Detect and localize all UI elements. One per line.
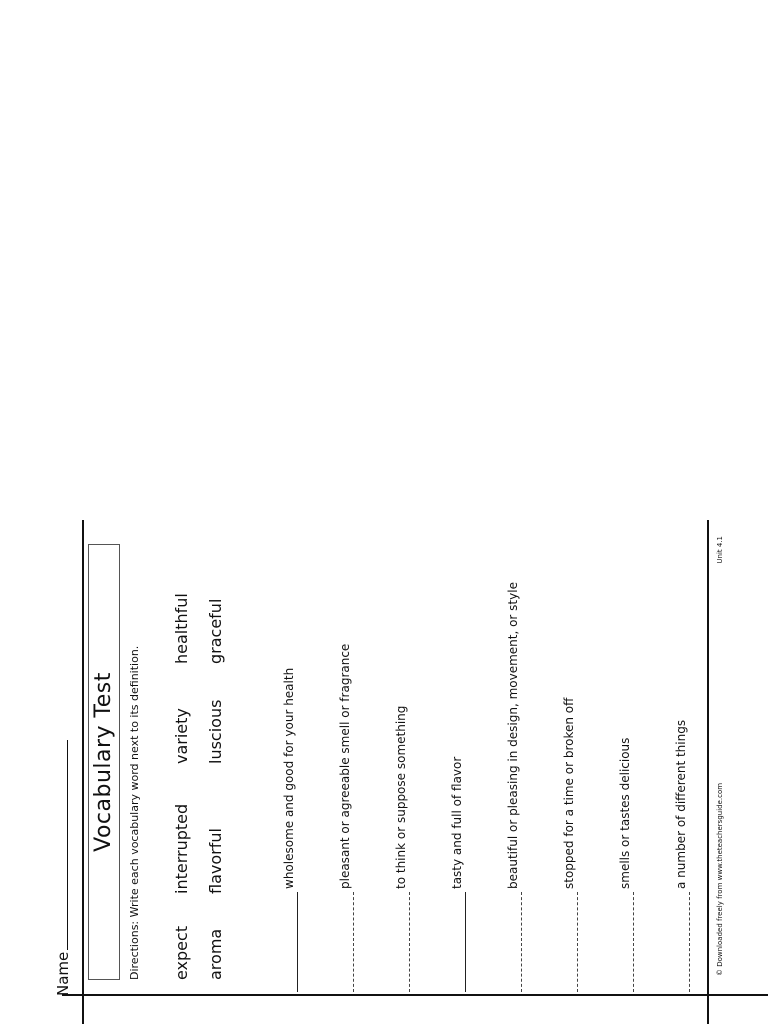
definition-text: stopped for a time or broken off [562, 697, 576, 889]
name-label: Name [54, 951, 72, 996]
word-bank [164, 540, 232, 980]
list-item [634, 522, 690, 992]
answer-blank[interactable] [564, 892, 578, 992]
footer [716, 536, 724, 976]
answer-blank[interactable] [284, 892, 298, 992]
answer-blank[interactable] [508, 892, 522, 992]
page-title: Vocabulary Test [88, 544, 120, 980]
definition-text: pleasant or agreeable smell or fragrance [338, 643, 352, 889]
list-item [354, 522, 410, 992]
word-bank-word: healthful [171, 593, 191, 664]
definition-text: tasty and full of flavor [450, 756, 464, 889]
name-field [54, 740, 72, 996]
word-bank-row [164, 540, 198, 980]
directions-text: Directions: Write each vocabulary word next to its definition. [128, 645, 141, 980]
definition-text: a number of different things [674, 719, 688, 889]
answer-blank[interactable] [452, 892, 466, 992]
word-bank-word: luscious [205, 699, 225, 764]
definition-text: beautiful or pleasing in design, movement, or style [506, 582, 520, 889]
copyright-text: © Downloaded freely from www.theteachersguide.com [716, 782, 724, 976]
word-bank-word: expect [171, 925, 191, 980]
word-bank-word: variety [171, 708, 191, 764]
list-item [242, 522, 298, 992]
list-item [522, 522, 578, 992]
list-item [410, 522, 466, 992]
list-item [298, 522, 354, 992]
definition-text: to think or suppose something [394, 705, 408, 889]
unit-label: Unit 4.1 [716, 536, 724, 564]
definition-list [242, 522, 690, 992]
word-bank-word: graceful [205, 598, 225, 664]
definition-text: smells or tastes delicious [618, 737, 632, 889]
answer-blank[interactable] [620, 892, 634, 992]
worksheet [52, 520, 742, 1010]
answer-blank[interactable] [396, 892, 410, 992]
word-bank-word: aroma [205, 928, 225, 980]
answer-blank[interactable] [340, 892, 354, 992]
list-item [466, 522, 522, 992]
list-item [578, 522, 634, 992]
name-blank[interactable] [54, 740, 68, 950]
definition-text: wholesome and good for your health [282, 667, 296, 889]
answer-blank[interactable] [676, 892, 690, 992]
word-bank-word: flavorful [205, 828, 225, 894]
word-bank-word: interrupted [171, 803, 191, 894]
word-bank-row [198, 540, 232, 980]
